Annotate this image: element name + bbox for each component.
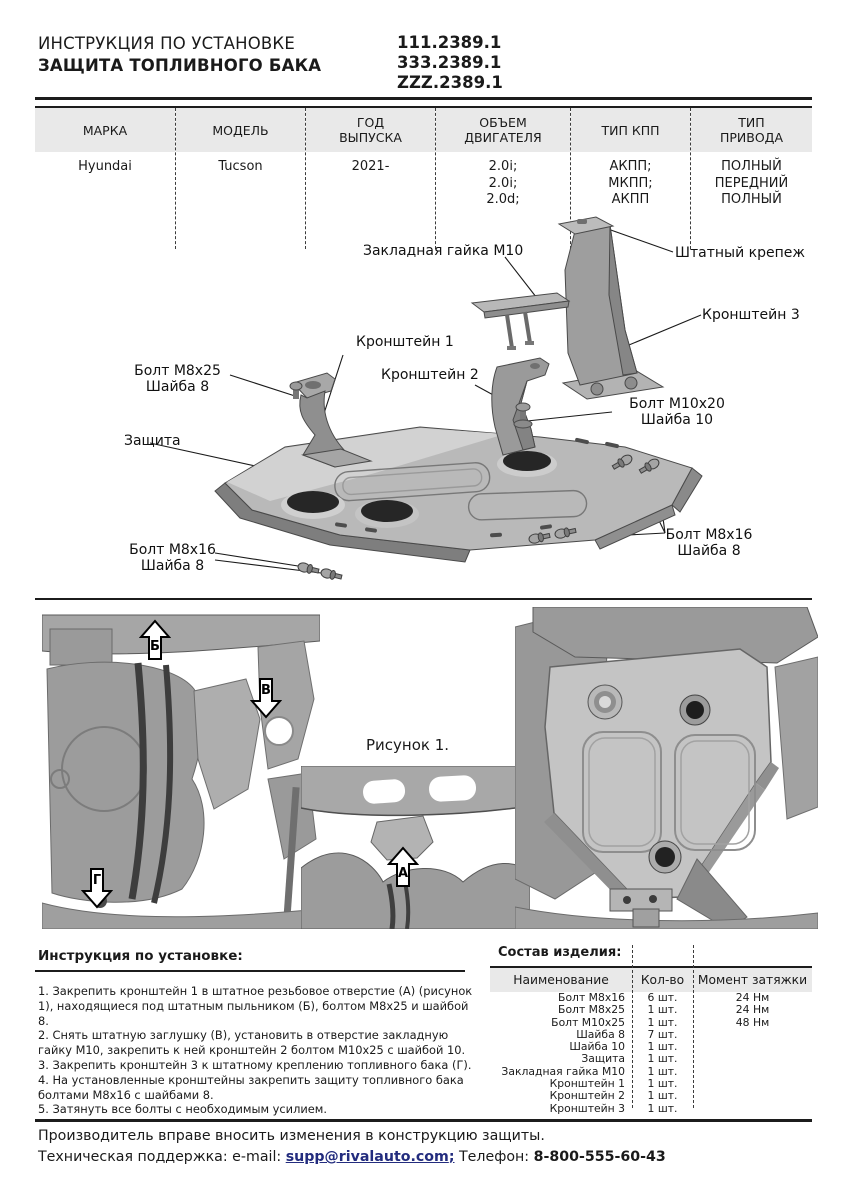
- photo-right-art: [515, 607, 818, 929]
- part-numbers: [397, 33, 503, 93]
- instruction-step-4: 4. На установленные кронштейны закрепить защиту топливного бака болтами М8х16 с шайбами 8.: [38, 1072, 464, 1102]
- label-bracket2: Кронштейн 2: [381, 367, 479, 383]
- instruction-step-5: 5. Затянуть все болты с необходимым усилием.: [38, 1102, 327, 1117]
- spec-header-drive: ТИП ПРИВОДА: [691, 108, 812, 152]
- svg-text:Б: Б: [150, 639, 160, 654]
- instruction-step-3: 3. Закрепить кронштейн 3 к штатному креплению топливного бака (Г).: [38, 1057, 472, 1072]
- instructions-divider: [35, 970, 465, 972]
- parts-row: Шайба 10 1 шт.: [569, 1040, 678, 1054]
- spec-cell-engine: 2.0i; 2.0i; 2.0d;: [486, 159, 520, 207]
- footer-divider: [35, 1119, 812, 1122]
- part-number-1: 111.2389.1: [397, 33, 502, 52]
- part-number-3: ZZZ.2389.1: [397, 73, 503, 92]
- label-bolt-m8x16-left: Болт М8х16 Шайба 8: [129, 542, 216, 574]
- spec-cell-gearbox: АКПП; МКПП; АКПП: [608, 159, 653, 207]
- instructions-list: [38, 984, 476, 1117]
- svg-text:Г: Г: [92, 873, 102, 888]
- spec-header-brand: МАРКА: [35, 108, 175, 152]
- spec-cell-brand: Hyundai: [78, 159, 132, 174]
- label-bolt-m8x16-right: Болт М8х16 Шайба 8: [665, 527, 753, 559]
- doc-title: ИНСТРУКЦИЯ ПО УСТАНОВКЕ: [38, 34, 295, 53]
- svg-text:А: А: [397, 866, 409, 881]
- parts-col-torque: Момент затяжки: [697, 973, 808, 987]
- phone-label: Телефон:: [454, 1149, 534, 1165]
- marker-arrow-a: [387, 846, 419, 888]
- label-shield: Защита: [124, 433, 181, 449]
- instruction-step-2: 2. Снять штатную заглушку (В), установить в отверстие закладную гайку М10, закрепить к ней кронштейн 2 болтом М10х25 с шайбой 10.: [38, 1028, 466, 1058]
- parts-col-name: Наименование: [513, 973, 609, 987]
- label-bolt-m10x20: Болт М10х20 Шайба 10: [629, 396, 725, 428]
- spec-cell-drive: ПОЛНЫЙ ПЕРЕДНИЙ ПОЛНЫЙ: [714, 159, 789, 207]
- doc-subtitle: ЗАЩИТА ТОПЛИВНОГО БАКА: [38, 56, 322, 75]
- label-bolt-m8x25: Болт М8х25 Шайба 8: [134, 363, 221, 395]
- support-label: Техническая поддержка: e-mail:: [38, 1149, 286, 1165]
- instruction-step-1: 1. Закрепить кронштейн 1 в штатное резьбовое отверстие (А) (рисунок 1), находящиеся под штатным пыльником (Б), болтом М8х25 и шайбой 8.: [38, 984, 473, 1028]
- embedded-nut-drawing: [472, 293, 569, 350]
- parts-row: Шайба 8 7 шт.: [576, 1027, 678, 1041]
- parts-divider-dash-1: [632, 945, 633, 1108]
- parts-row: Кронштейн 3 1 шт.: [549, 1101, 678, 1115]
- parts-row: Кронштейн 1 1 шт.: [549, 1077, 678, 1091]
- parts-row: Болт М8х16 6 шт. 24 Нм: [558, 991, 770, 1004]
- spec-header-year: ГОД ВЫПУСКА: [306, 108, 435, 152]
- marker-arrow-b: [139, 619, 171, 661]
- part-number-2: 333.2389.1: [397, 53, 502, 72]
- parts-row: Болт М8х25 1 шт. 24 Нм: [558, 1003, 770, 1017]
- label-oem-fastener: Штатный крепеж: [675, 245, 805, 261]
- marker-arrow-g: [81, 867, 113, 909]
- parts-row: Кронштейн 2 1 шт.: [549, 1089, 678, 1103]
- header-divider: [35, 97, 812, 100]
- parts-row: Защита 1 шт.: [581, 1052, 678, 1066]
- bracket3-drawing: [559, 217, 663, 399]
- parts-row: Закладная гайка М10 1 шт.: [501, 1064, 678, 1078]
- label-embedded-nut: Закладная гайка М10: [363, 243, 524, 259]
- support-phone: 8-800-555-60-43: [533, 1149, 666, 1165]
- parts-heading: Состав изделия:: [498, 945, 622, 960]
- label-bracket1: Кронштейн 1: [356, 334, 454, 350]
- spec-header-engine: ОБЪЕМ ДВИГАТЕЛЯ: [436, 108, 570, 152]
- svg-text:В: В: [261, 683, 271, 698]
- spec-cell-model: Tucson: [218, 159, 263, 174]
- email-suffix: ;: [448, 1149, 455, 1165]
- section-divider-top: [35, 598, 812, 600]
- marker-arrow-v: [250, 677, 282, 719]
- parts-col-qty: Кол-во: [640, 973, 685, 987]
- parts-header-row: [490, 968, 812, 992]
- shield-plate-drawing: [215, 427, 702, 562]
- parts-list: [490, 945, 812, 1115]
- instructions-heading: Инструкция по установке:: [38, 948, 243, 964]
- figure-caption: Рисунок 1.: [366, 736, 450, 754]
- parts-row: Болт М10х25 1 шт. 48 Нм: [551, 1015, 770, 1029]
- spec-header-model: МОДЕЛЬ: [176, 108, 305, 152]
- label-bracket3: Кронштейн 3: [702, 307, 800, 323]
- spec-cell-year: 2021-: [351, 159, 390, 174]
- photo-installed-shield: [515, 607, 818, 929]
- support-email-link[interactable]: supp@rivalauto.com: [285, 1149, 449, 1165]
- spec-header-gearbox: ТИП КПП: [571, 108, 690, 152]
- parts-divider-dash-2: [693, 945, 694, 1108]
- support-line: [38, 1149, 666, 1165]
- disclaimer-text: Производитель вправе вносить изменения в конструкцию защиты.: [38, 1128, 545, 1144]
